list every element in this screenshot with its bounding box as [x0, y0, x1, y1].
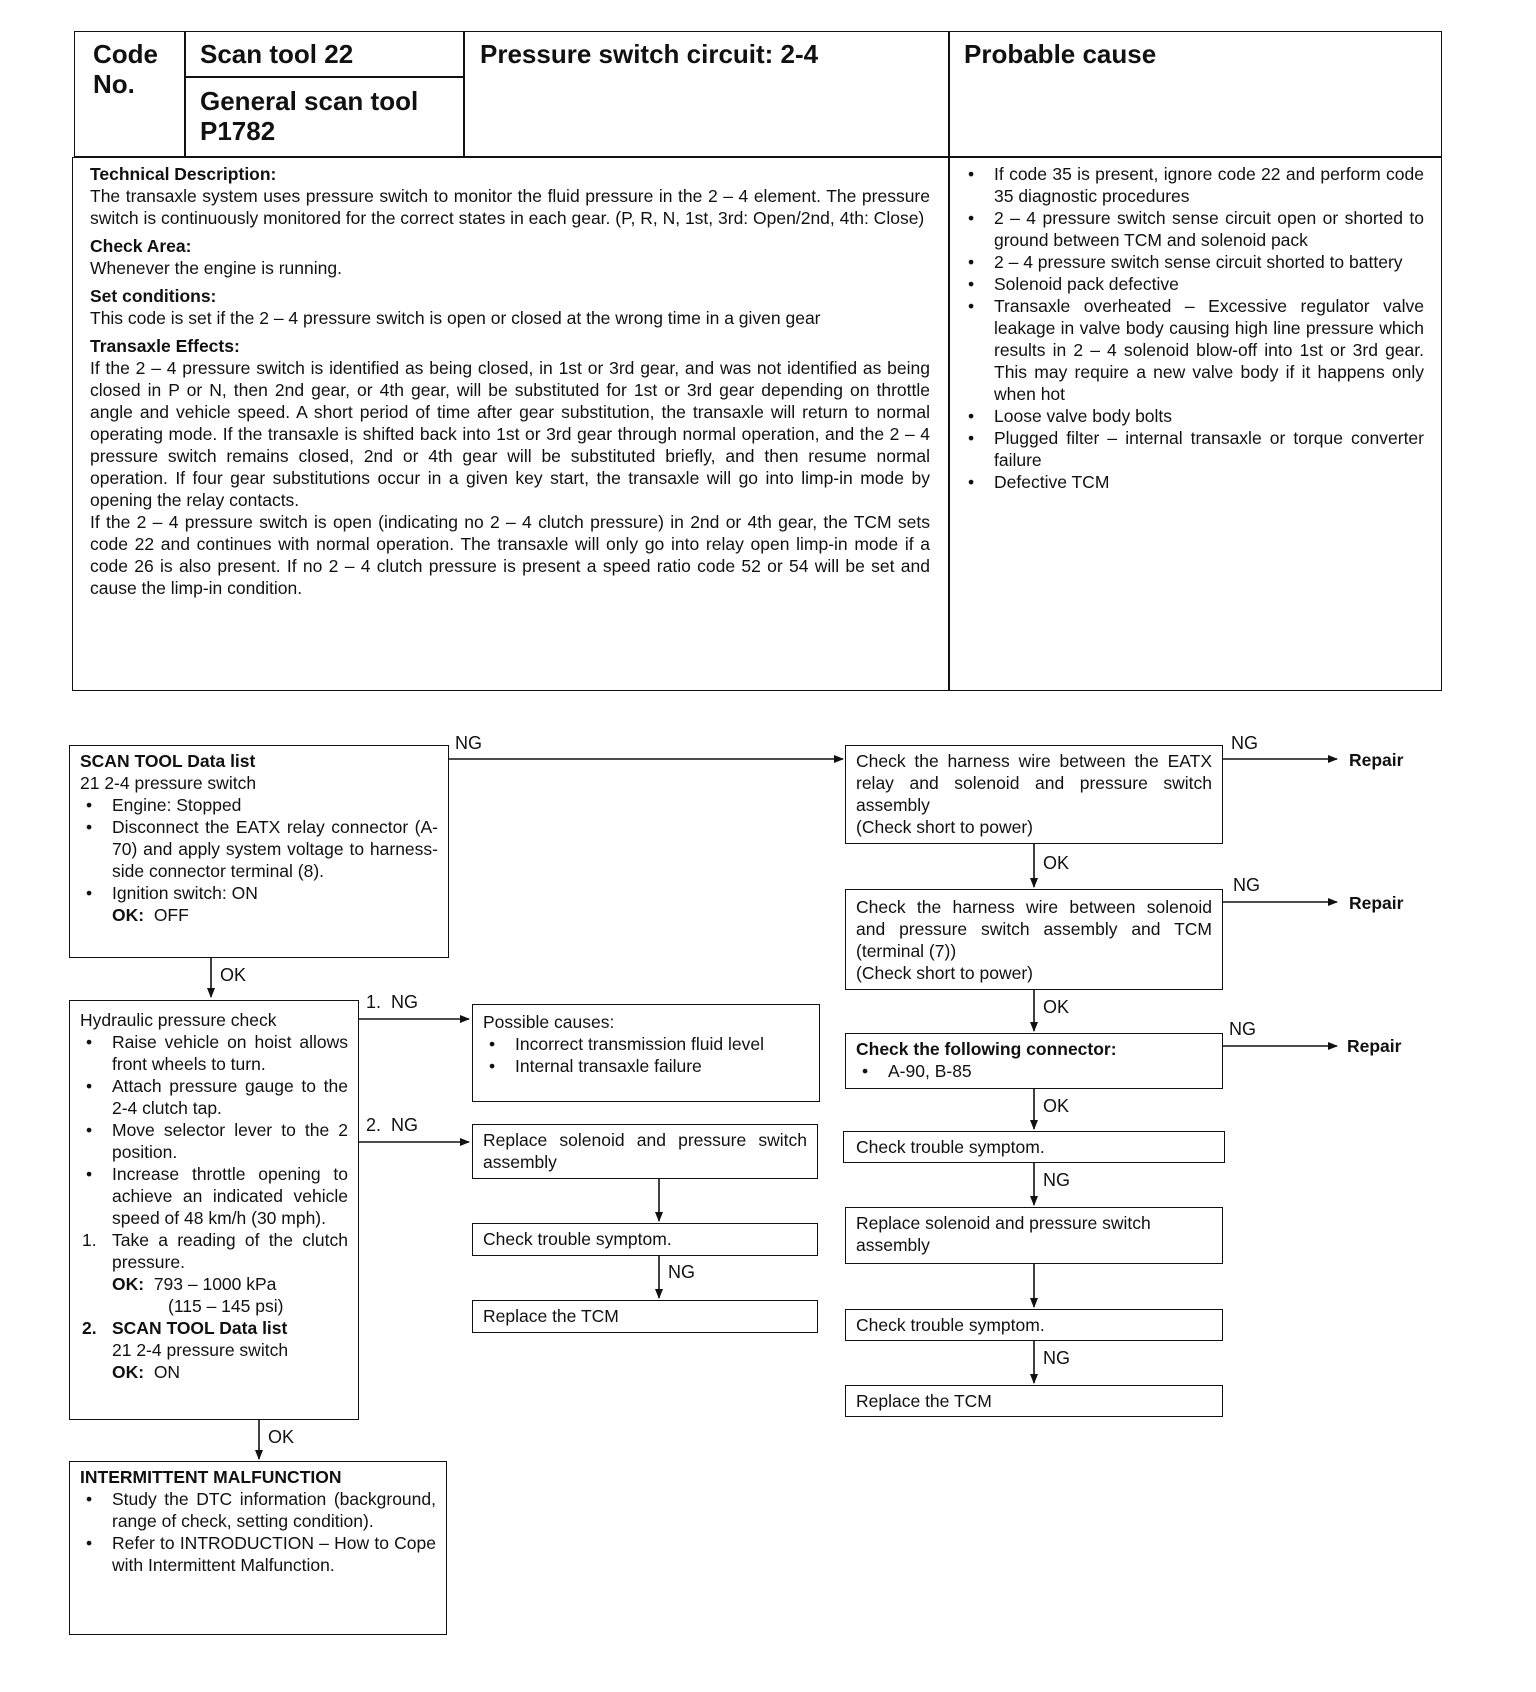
hydraulic-step-1 — [80, 1229, 348, 1317]
step2-title: SCAN TOOL Data list — [112, 1318, 288, 1338]
replace-solenoid-box-r: Replace solenoid and pressure switch assembly — [845, 1207, 1223, 1264]
ok-value-psi: (115 – 145 psi) — [168, 1296, 284, 1316]
cause-item: • Defective TCM — [962, 471, 1424, 493]
check-area-heading: Check Area: — [90, 236, 192, 256]
scan-tool-item: 21 2-4 pressure switch — [80, 773, 257, 793]
code-no-label: Code No. — [93, 39, 158, 99]
cause-item: • Transaxle overheated – Excessive regulator valve leakage in valve body causing high line pressure which results in 2 – 4 solenoid blow-off into 1st or 3rd gear. This may require a new valve body if it happens only when hot — [962, 295, 1424, 405]
cause-item: • Plugged filter – internal transaxle or torque converter failure — [962, 427, 1424, 471]
ng-label: NG — [1043, 1348, 1070, 1368]
check-symptom-box-mid: Check trouble symptom. — [472, 1223, 818, 1256]
cause-item: • Solenoid pack defective — [962, 273, 1424, 295]
technical-heading: Technical Description: — [90, 164, 277, 184]
step2-line: 21 2-4 pressure switch — [112, 1340, 289, 1360]
intermittent-step: • Study the DTC information (background, range of check, setting condition). — [80, 1488, 436, 1532]
step-number: 2. — [82, 1318, 97, 1338]
repair-label: Repair — [1349, 893, 1404, 913]
ng-label: NG — [668, 1262, 695, 1282]
step1-text: Take a reading of the clutch pressure. — [112, 1230, 348, 1272]
ok-label: OK — [220, 965, 247, 985]
ng-label: NG — [1043, 1170, 1070, 1190]
possible-causes-box — [472, 1004, 820, 1102]
ng-label: NG — [1233, 875, 1260, 895]
ok-label: OK — [1043, 1096, 1070, 1116]
connector-title: Check the following connector: — [856, 1039, 1117, 1059]
ok-label: OK: — [112, 1274, 145, 1294]
ok-value: 793 – 1000 kPa — [153, 1274, 277, 1294]
connector-item: • A-90, B-85 — [856, 1060, 1212, 1082]
ok-label: OK: — [112, 905, 145, 925]
step-number: 1. — [82, 1230, 97, 1250]
hydraulic-step: • Increase throttle opening to achieve an indicated vehicle speed of 48 km/h (30 mph). — [80, 1163, 348, 1229]
cause-item: • 2 – 4 pressure switch sense circuit shorted to battery — [962, 251, 1424, 273]
possible-cause: • Internal transaxle failure — [483, 1055, 809, 1077]
hydraulic-step: • Raise vehicle on hoist allows front wheels to turn. — [80, 1031, 348, 1075]
cause-item: • 2 – 4 pressure switch sense circuit open or shorted to ground between TCM and solenoid pack — [962, 207, 1424, 251]
check-symptom-box-r2: Check trouble symptom. — [845, 1309, 1223, 1341]
probable-cause-title: Probable cause — [964, 39, 1157, 69]
cause-item: • Loose valve body bolts — [962, 405, 1424, 427]
connector-check-box — [845, 1033, 1223, 1089]
effects-text-1: If the 2 – 4 pressure switch is identified as being closed, in 1st or 3rd gear, and was not identified as being closed in P or N, then 2nd gear, or 4th gear, will be substituted for 1st or 3rd gear depending on throttle angle and vehicle speed. A short period of time after gear substitution, the transaxle will return to normal operating mode. If the transaxle is shifted back into 1st or 3rd gear through normal operation, and the 2 – 4 pressure switch remains closed, 2nd or 4th gear will be substituted briefly, and then resume normal operation. If four gear substitutions occur in a given key start, the transaxle will go into limp-in mode by opening the relay contacts. — [90, 358, 930, 510]
possible-causes-title: Possible causes: — [483, 1012, 615, 1032]
effects-heading: Transaxle Effects: — [90, 336, 240, 356]
cause-item: • If code 35 is present, ignore code 22 and perform code 35 diagnostic procedures — [962, 163, 1424, 207]
set-conditions-text: This code is set if the 2 – 4 pressure switch is open or closed at the wrong time in a given gear — [90, 308, 821, 328]
repair-label: Repair — [1347, 1036, 1402, 1056]
repair-label: Repair — [1349, 750, 1404, 770]
step2-ok-line — [112, 1361, 348, 1383]
scan-tool-box — [69, 745, 449, 958]
ng-label: 2. NG — [366, 1115, 419, 1135]
replace-tcm-box-mid: Replace the TCM — [472, 1300, 818, 1333]
scan-step: • Ignition switch: ON — [80, 882, 438, 904]
check-symptom-box-r1: Check trouble symptom. — [843, 1131, 1225, 1163]
hydraulic-title: Hydraulic pressure check — [80, 1010, 277, 1030]
hydraulic-check-box — [69, 1000, 359, 1420]
harness-check-box-2: Check the harness wire between solenoid and pressure switch assembly and TCM (terminal (7)) (Check short to power) — [845, 889, 1223, 990]
possible-cause: • Incorrect transmission fluid level — [483, 1033, 809, 1055]
ng-label: 1. NG — [366, 992, 419, 1012]
page-title: Pressure switch circuit: 2-4 — [480, 39, 819, 69]
ng-label: NG — [455, 733, 482, 753]
check-area-text: Whenever the engine is running. — [90, 258, 342, 278]
technical-text: The transaxle system uses pressure switch to monitor the fluid pressure in the 2 – 4 element. The pressure switch is continuously monitored for the correct states in each gear. (P, R, N, 1st, 3rd: Open/2nd, 4th: Close) — [90, 186, 930, 228]
hydraulic-step: • Attach pressure gauge to the 2-4 clutch tap. — [80, 1075, 348, 1119]
intermittent-title: INTERMITTENT MALFUNCTION — [80, 1467, 342, 1487]
ng-label: NG — [1229, 1019, 1256, 1039]
intermittent-step: • Refer to INTRODUCTION – How to Cope with Intermittent Malfunction. — [80, 1532, 436, 1576]
scan-step: • Engine: Stopped — [80, 794, 438, 816]
ok-label: OK — [1043, 997, 1070, 1017]
ok-label: OK: — [112, 1362, 145, 1382]
hydraulic-step-2 — [80, 1317, 348, 1383]
replace-solenoid-box-mid: Replace solenoid and pressure switch assembly — [472, 1124, 818, 1179]
replace-tcm-box-r: Replace the TCM — [845, 1385, 1223, 1417]
scan-ok-line — [80, 904, 438, 926]
scan-step: • Disconnect the EATX relay connector (A-70) and apply system voltage to harness-side connector terminal (8). — [80, 816, 438, 882]
scan-tool-label: Scan tool 22 — [200, 39, 354, 69]
effects-text-2: If the 2 – 4 pressure switch is open (indicating no 2 – 4 clutch pressure) in 2nd or 4th gear, the TCM sets code 22 and continues with normal operation. The transaxle will only go into relay open limp-in mode if a code 26 is also present. If no 2 – 4 clutch pressure is present a speed ratio code 52 or 54 will be set and cause the limp-in condition. — [90, 512, 930, 598]
intermittent-malfunction-box — [69, 1461, 447, 1635]
step1-ok-line — [112, 1273, 348, 1295]
ng-label: NG — [1231, 733, 1258, 753]
scan-tool-title: SCAN TOOL Data list — [80, 751, 256, 771]
harness-check-box-1: Check the harness wire between the EATX relay and solenoid and pressure switch assembly (Check short to power) — [845, 745, 1223, 844]
ok-label: OK — [1043, 853, 1070, 873]
hydraulic-step: • Move selector lever to the 2 position. — [80, 1119, 348, 1163]
ok-label: OK — [268, 1427, 295, 1447]
general-scan-tool-label: General scan tool P1782 — [200, 86, 419, 146]
ok-value: OFF — [153, 905, 189, 925]
set-conditions-heading: Set conditions: — [90, 286, 217, 306]
ok-value: ON — [153, 1362, 181, 1382]
